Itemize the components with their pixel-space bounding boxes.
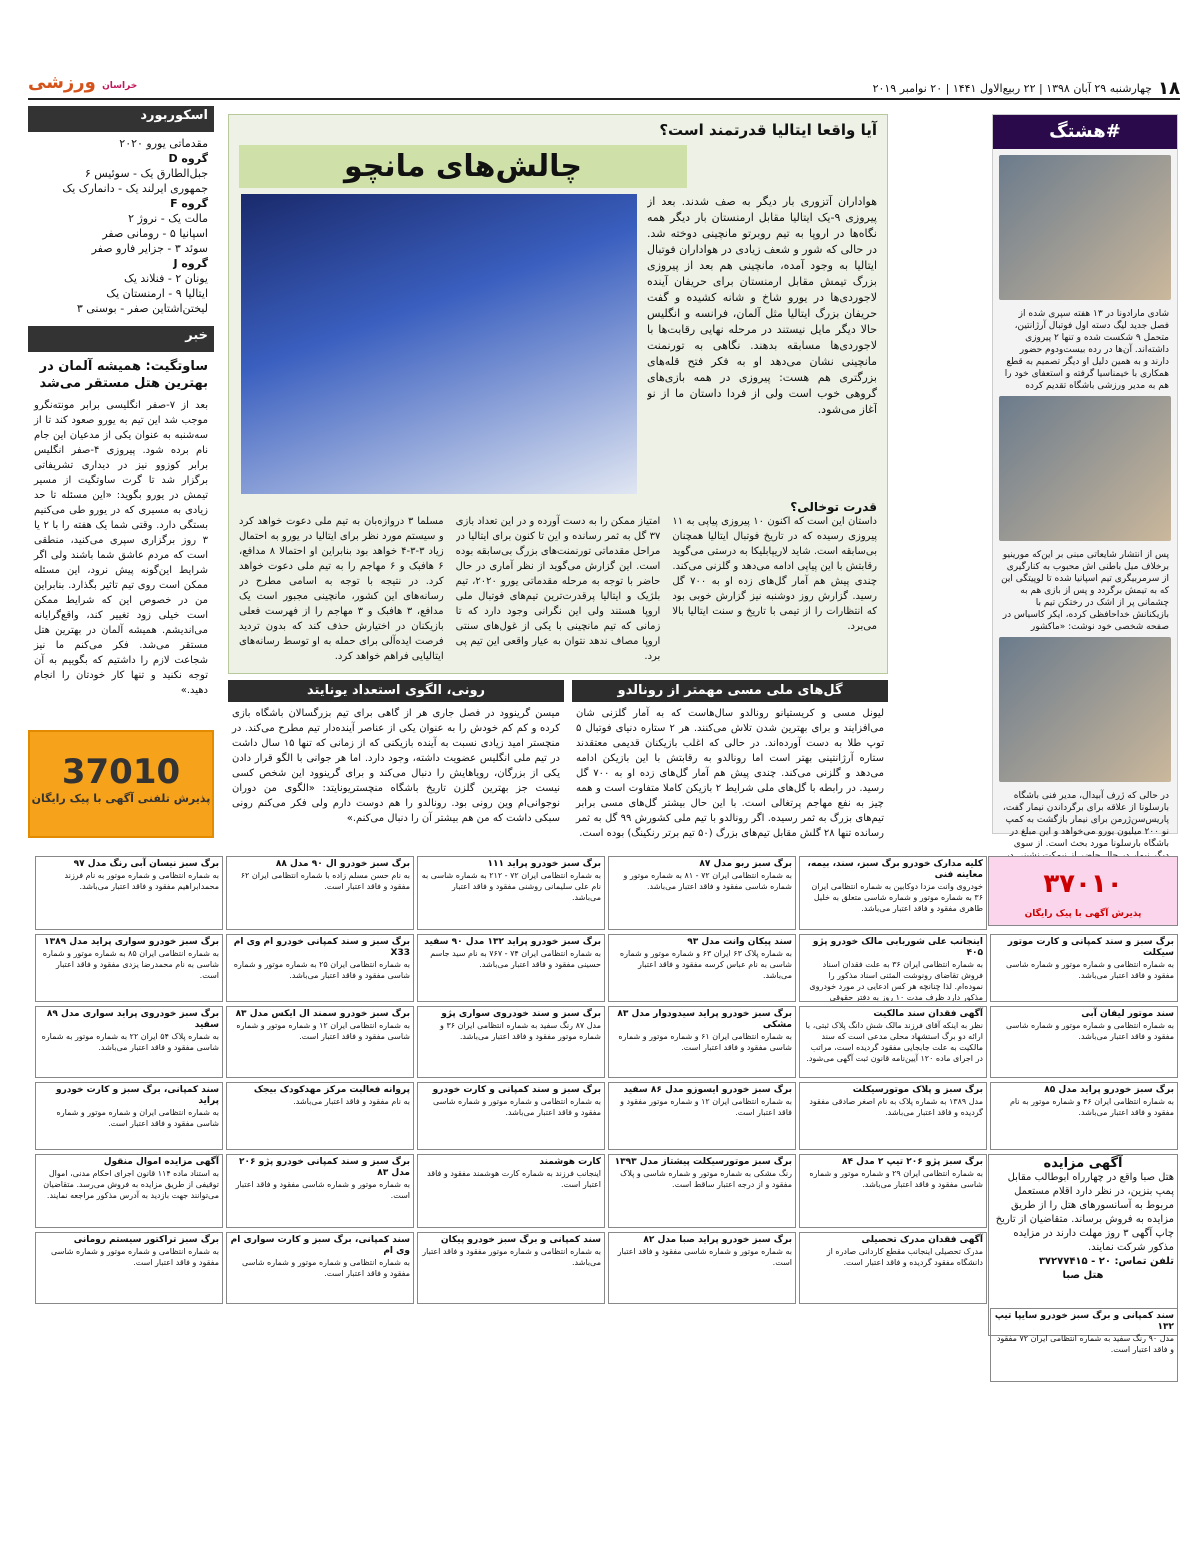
classified-text: به شماره انتظامی و شماره موتور و شماره شاسی مفقود و فاقد اعتبار است. — [50, 1247, 219, 1267]
classified-text: خودروی وانت مزدا دوکابین به شماره انتظامی ایران ۳۶ به شماره موتور و شماره شاسی متعلق به خلیل طاهری مفقود و فاقد اعتبار می‌باشد. — [811, 882, 983, 913]
classified-title: برگ سبز خودرو پراید مدل ۸۵ — [1044, 1085, 1174, 1095]
classified-text: به شماره انتظامی ایران ۷۴ - ۷۶۷ به نام سید جاسم حسینی مفقود و فاقد اعتبار می‌باشد. — [430, 949, 601, 969]
classified-text: به شماره انتظامی ایران ۱۲ و شماره موتور مفقود و فاقد اعتبار است. — [620, 1097, 792, 1117]
hashtag-caption-3: در حالی که ژرف آبیدال، مدیر فنی باشگاه بارسلونا از علاقه برای برگرداندن نیمار گفت، پاریس‌سن‌ژرمن برای نیمار بازگشت به کمپ نو ۲۰۰ میلیون یورو می‌خواهد و این مبلغ در باشگاه بارسلونا مورد بحث است. از سوی — [1002, 791, 1169, 849]
classified-ad — [417, 1154, 605, 1228]
classified-title: برگ سبز پژو ۲۰۶ تیپ ۲ مدل ۸۴ — [842, 1157, 983, 1167]
classified-title: برگ سبز خودروی پراید سواری مدل ۸۹ سفید — [46, 1009, 219, 1030]
promo-caption: پذیرش آگهی با پیک رایگان — [1024, 909, 1142, 919]
classified-ad — [799, 1154, 987, 1228]
page-header — [28, 72, 1180, 100]
classified-text: به شماره انتظامی ایران ۳۶ به علت فقدان اسناد فروش تقاضای رونوشت المثنی اسناد مذکور را نموده‌ام. لذا چنانچه هر کس ادعایی در مورد خودروی مذکور دارد ظرف مدت ۱۰ روز به دفتر حقوقی — [809, 960, 983, 1002]
classified-ad — [417, 934, 605, 1002]
phone-number: 37010 — [61, 752, 181, 792]
classified-title: برگ سبز موتورسیکلت پیشتاز مدل ۱۳۹۳ — [614, 1157, 792, 1167]
classified-ad — [35, 934, 223, 1002]
classified-title: برگ سبز نیسان آبی رنگ مدل ۹۷ — [73, 859, 219, 869]
classified-title: برگ سبز و سند خودروی سواری پژو — [441, 1009, 601, 1019]
classified-text: نظر به اینکه آقای فرزند مالک شش دانگ پلاک ثبتی، با ارائه دو برگ استشهاد محلی مدعی است که سند مالکیت به علت جابجایی مفقود گردیده است، مراتب در اجرای ماده ۱۲۰ آیین‌نامه قانون ثبت آگهی می‌شود. — [805, 1021, 983, 1063]
classified-ad — [35, 1006, 223, 1078]
classified-text: به شماره انتظامی و شماره موتور و شماره شاسی مفقود و فاقد اعتبار می‌باشد. — [1005, 1021, 1174, 1041]
classified-ad — [799, 856, 987, 930]
scoreboard-line: جبل‌الطارق یک - سوئیس ۶ — [84, 167, 208, 180]
scoreboard-line: اسپانیا ۵ - رومانی صفر — [102, 227, 208, 240]
classified-ad — [799, 1006, 987, 1078]
scoreboard-line: یونان ۲ - فنلاند یک — [124, 272, 208, 285]
article-subhead: قدرت توخالی؟ — [790, 500, 877, 514]
classified-ad — [990, 1006, 1178, 1078]
classified-ad — [35, 1232, 223, 1304]
classified-text: مدل ۹۰ رنگ سفید به شماره انتظامی ایران ۷۲ مفقود و فاقد اعتبار است. — [996, 1334, 1174, 1354]
scoreboard-line: مقدماتی یورو ۲۰۲۰ — [119, 137, 208, 150]
classified-ad — [226, 1154, 414, 1228]
promo-number: ۳۷۰۱۰ — [1043, 869, 1123, 899]
classified-title: پروانه فعالیت مرکز مهدکودک بیجک — [253, 1085, 410, 1095]
classified-text: مدل ۸۷ رنگ سفید به شماره انتظامی ایران ۳۶ و شماره موتور مفقود و فاقد اعتبار می‌باشد. — [440, 1021, 601, 1041]
auction-title: آگهی مزایده — [1043, 1156, 1123, 1171]
scoreboard-line: ایتالیا ۹ - ارمنستان یک — [106, 287, 208, 300]
messi-title: گل‌های ملی مسی مهمتر از رونالدو — [572, 680, 888, 702]
classified-title: برگ سبز ربو مدل ۸۷ — [699, 859, 792, 869]
classified-title: برگ سبز تراکتور سیستم رومانی — [73, 1235, 219, 1245]
rooney-article — [228, 680, 564, 850]
classified-ad — [990, 934, 1178, 1002]
classified-title: برگ سبز خودرو سمند ال ایکس مدل ۸۳ — [235, 1009, 410, 1019]
classified-ad — [990, 1308, 1178, 1382]
classified-text: به شماره انتظامی ایران و شماره موتور و شماره شاسی مفقود و فاقد اعتبار است. — [56, 1108, 219, 1128]
classified-ad — [417, 1232, 605, 1304]
article-headline: چالش‌های مانچو — [239, 145, 687, 188]
classified-title: آگهی فقدان مدرک تحصیلی — [861, 1235, 983, 1245]
classified-ad — [608, 934, 796, 1002]
scoreboard-line: جمهوری ایرلند یک - دانمارک یک — [62, 182, 208, 195]
classified-text: به شماره انتظامی و شماره موتور به نام فرزند محمدابراهیم مفقود و فاقد اعتبار می‌باشد. — [64, 871, 219, 891]
classified-title: سند موتور لیفان آبی — [1081, 1009, 1174, 1019]
classified-title: برگ سبز و پلاک موتورسیکلت — [852, 1085, 983, 1095]
classified-ad — [608, 1082, 796, 1150]
mancini-photo — [241, 194, 637, 494]
neymar-photo — [999, 637, 1171, 782]
classified-title: برگ سبز و سند کمپانی و کارت موتور سیکلت — [1007, 937, 1174, 958]
classifieds — [28, 856, 1178, 1538]
classified-ad — [608, 856, 796, 930]
scoreboard-line: مالت یک - نروژ ۲ — [128, 212, 208, 225]
classified-title: اینجانب علی شوربابی مالک خودرو پژو ۴۰۵ — [812, 937, 983, 958]
classified-text: به شماره انتظامی و شماره موتور مفقود و فاقد اعتبار می‌باشد. — [422, 1247, 601, 1267]
hashtag-caption-1: شادی مارادونا در ۱۳ هفته سپری شده از فصل جدید لیگ دسته اول فوتبال آرژانتین، متحمل ۹ شکست شده و تنها ۲ پیروزی داشته‌اند. آن‌ها در رده بیست‌ودوم حضور دارند و به همین دلیل او دیگر تصمیم به قطع همکاری با خیمناسیا گرفته و استعفای خود را هم به مدیر ورزشی باشگاه تقدیم کرده — [1004, 309, 1169, 390]
classified-text: به نام مفقود و فاقد اعتبار می‌باشد. — [293, 1097, 410, 1106]
brand-sub: خراسان — [102, 81, 138, 91]
classified-title: سند کمپانی، برگ سبز و کارت سواری ام وی ام — [230, 1235, 410, 1256]
classified-text: به شماره انتظامی و شماره موتور و شماره شاسی مفقود و فاقد اعتبار می‌باشد. — [432, 1097, 601, 1117]
classified-ad — [35, 1082, 223, 1150]
scoreboard-line: گروه D — [168, 152, 208, 165]
classified-ad — [35, 1154, 223, 1228]
hashtag-caption-2: پس از انتشار شایعاتی مبنی بر این‌که مورینیو برخلاف میل باطنی اش محبوب به کنارگیری از سرمربیگری تیم اسپانیا شده تا لوپیتگی این که به تیمش برگردد و پس از بازی هم به چشمانی پر از اشک در رختکن تیم با بازیکنانش خداحافظی کرده، ایکر کاسیاس در صفحه شخصی خود نوشت: «ماکشور — [1001, 550, 1169, 631]
classified-title: سند پیکان وانت مدل ۹۳ — [687, 937, 792, 947]
classified-title: برگ سبز خودرو سواری پراید مدل ۱۳۸۹ — [44, 937, 219, 947]
classified-text: مدل ۱۳۸۹ به شماره پلاک به نام اصغر صادقی مفقود گردیده و فاقد اعتبار می‌باشد. — [809, 1097, 983, 1117]
rooney-body: میسن گرینوود در فصل جاری هر از گاهی برای تیم بزرگسالان باشگاه بازی کرده و کم کم خودش را به عنوان یکی از عناصر آینده‌دار تیم مطرح می‌کند. در منچستر امید زیادی نسبت به آینده بازیکنی که از زمانی که تنها ۱۵ سال داشت در تیم ملی انگلیس عضویت داشته، وجود دارد. اما هر جوانی با الگو قرار دادن یکی از بزرگان، رویاهایش را دنبال می‌کند و برای گرینوود این شخص کسی نیست جز بهترین گلزن تاریخ باشگاه منچستریونایتد: «الگوی من دوران نوجوانی‌ام وین رونی بود. رونالدو را هم دوست دارم ولی فکر می‌کنم رونی سبکی داشت که من هم بیشتر آن را دنبال می‌کنم.» — [232, 708, 561, 824]
messi-article — [572, 680, 888, 850]
auction-sign: هتل صبا — [1062, 1270, 1104, 1281]
classified-text: اینجانب فرزند به شماره کارت هوشمند مفقود و فاقد اعتبار است. — [427, 1169, 601, 1189]
classified-text: به استناد ماده ۱۱۴ قانون اجرای احکام مدنی، اموال توقیفی از طریق مزایده به فروش می‌رسد. متقاضیان می‌توانند جهت بازدید به آدرس مذکور مراجعه نمایند. — [43, 1169, 219, 1200]
classified-ad — [990, 1082, 1178, 1150]
left-sidebar — [28, 106, 214, 738]
classified-title: برگ سبز خودرو پراید صبا مدل ۸۲ — [643, 1235, 792, 1245]
classified-ad — [226, 1006, 414, 1078]
messi-body: لیونل مسی و کریستیانو رونالدو سال‌هاست که به آمار گلزنی شان می‌افزایند و برای بهترین شدن تلاش می‌کنند. هر ۲ ستاره دنیای فوتبال ۵ توپ طلا به دست آورده‌اند. در حالی که اغلب بازیکنان قدیمی معتقدند ستاره آرژانتینی بهتر است اما رونالدو به رقابتش با این بازیکن ادامه می‌دهد و گلزنی می‌کند. چندی پیش هم آمار گل‌های زده او به ۷۰۰ گل رسید. در رابطه با گل‌های ملی شرایط ۲ بازیکن کاملا متفاوت است و همه چیز به نفع مهاجم پرتغالی است. با این حال بیشتر گل‌های مسی برابر تیم‌های بزرگ به ثمر رسیده. اگر رونالدو با تیم ملی کشورش ۹۹ گل به ثمر رسانده تنها ۲۸ گلش مقابل تیم‌های بزرگ (۵۰ تیم برتر رنکینگ) بوده است. — [576, 708, 885, 839]
classified-text: به شماره انتظامی ایران ۷۲ - ۸۱ به شماره موتور و شماره شاسی مفقود و فاقد اعتبار می‌باشد. — [623, 871, 792, 891]
scoreboard-line: لیختن‌اشتاین صفر - بوسنی ۳ — [76, 302, 208, 315]
article-intro: هواداران آتزوری بار دیگر به صف شدند. بعد از پیروزی ۹-یک ایتالیا مقابل ارمنستان بار دیگر همه نگاه‌ها در اروپا به تیم روبرتو مانچینی دوخته شد. در حالی که شور و شعف زیادی در هواداران فوتبال ایتالیا به وجود آمده، مانچینی هم بعد از پیروزی بزرگ تیمش مقابل ارمنستان برای حریفان آینده لاجوردی‌ها در یورو شاخ و شانه کشیده و گفت حریفان بزرگ ایتالیا مثل آلمان، فرانسه و انگلیس حالا دیگر مایل نیستند در مرحله نهایی رقابت‌ها با لاجوردی‌ها مسابقه بدهند. نگاهی به تورنمنت مانچینی نشان می‌دهد او به فکر فتح قله‌های بزرگتری هم هست: پیروزی در همه بازی‌های گروهی خوب است ولی از فردا داستان ما از نو آغاز می‌شود. — [647, 195, 877, 416]
classified-title: برگ سبز و سند کمپانی خودرو پژو ۲۰۶ مدل ۸۳ — [239, 1157, 410, 1178]
classified-text: به شماره انتظامی و شماره موتور و شماره شاسی مفقود و فاقد اعتبار می‌باشد. — [1005, 960, 1174, 980]
classified-title: برگ سبز خودرو ال ۹۰ مدل ۸۸ — [275, 859, 410, 869]
brand-name: ورزشی — [28, 72, 96, 93]
issue-date: چهارشنبه ۲۹ آبان ۱۳۹۸ | ۲۲ ربیع‌الاول ۱۴۴۱ | ۲۰ نوامبر ۲۰۱۹ — [872, 82, 1152, 95]
classified-title: آگهی مزایده اموال منقول — [103, 1157, 219, 1167]
classified-text: به شماره انتظامی ایران ۲۵ به شماره موتور و شماره شاسی مفقود و فاقد اعتبار می‌باشد. — [233, 960, 410, 980]
classified-title: برگ سبز خودرو پراید سیدودوار مدل ۸۳ مشکی — [617, 1009, 792, 1030]
scoreboard-line: سوئد ۳ - جزایر فارو صفر — [91, 242, 208, 255]
scoreboard-title: اسکوربورد — [28, 106, 214, 132]
classified-ad — [608, 1154, 796, 1228]
classified-ad — [799, 1232, 987, 1304]
classified-text: به شماره انتظامی ایران ۶۱ و شماره موتور و شماره شاسی مفقود و فاقد اعتبار است. — [618, 1032, 792, 1052]
hashtag-column — [992, 114, 1178, 849]
classified-ad — [226, 856, 414, 930]
classified-title: برگ سبز و سند کمپانی خودرو ام وی ام X33 — [233, 937, 410, 958]
article-col-1: داستان این است که اکنون ۱۰ پیروزی پیاپی به ۱۱ پیروزی رسیده که در تاریخ فوتبال ایتالیا همچنان بی‌سابقه است. شاید لاریپابلیکا به درستی می‌گوید رقابتش با این پیاپی ادامه می‌دهد و گلزنی می‌کند. چندی پیش هم آمار گل‌های زده او به ۷۰۰ گل رسید. گزارش روز دوشنبه نیز گزارش خوبی بود که انتظارات را از تیمی با تاریخ و سنت ایتالیا بالا می‌برد. — [672, 516, 877, 632]
news-body: بعد از ۷-صفر انگلیسی برابر مونته‌نگرو موجب شد این تیم به یورو صعود کند تا از سه‌شنبه به عنوان یکی از مدعیان این جام نام برده شود. پیروزی ۴-صفر انگلیس برابر کوزوو نیز در دیداری تشریفاتی برگزار شد تا گرت ساوتگیت از مسیر تیمش در یورو بگوید: «این مسئله تا حد زیادی به مسیری که در یورو طی می‌کنیم بستگی دارد. وقتی شما یک هفته را با ۲ یا ۳ روز برگزاری سپری می‌کنید، منطقی است که مردم عاشق شما باشند ولی اگر شرایط این‌گونه پیش نرود، این مسئله ممکن است روی تیم تاثیر بگذارد. بنابراین من در خصوص این که شرایط ممکن است خیلی زود تغییر کند، واقع‌گرایانه می‌اندیشم. همیشه آلمان در بهترین هتل مستقر می‌شد. فکر می‌کنم ما نیز شجاعت لازم را داشتیم که بگوییم به آن توجه نکنید و تنها کار خودتان را انجام دهید.» — [34, 400, 208, 696]
news-headline: ساوتگیت: همیشه آلمان در بهترین هتل مستقر می‌شد — [39, 359, 208, 391]
article-col-2: امتیاز ممکن را به دست آورده و در این تعداد بازی ۳۷ گل به ثمر رسانده و این تا کنون برای ایتالیا در مراحل مقدماتی تورنمنت‌های بزرگ بی‌سابقه بوده است. این گزارش می‌گوید از نظر آماری در حال حاضر با توجه به مرحله مقدماتی یورو ۲۰۲۰، تیم بلژیک و ایتالیا پرقدرت‌ترین تیم‌های فوتبال ملی اروپا هستند ولی این نگرانی وجود دارد که تا زمانی که تیم مانچینی با یکی از غول‌های سنتی اروپا مصاف ندهد نتوان به عیار واقعی این تیم پی برد. — [455, 516, 661, 662]
classified-text: به شماره پلاک ۶۳ ایران ۶۳ و شماره موتور و شماره شاسی به نام عباس کرسه مفقود و فاقد اعتبار می‌باشد. — [619, 949, 792, 980]
promo-ad — [988, 856, 1178, 926]
classified-text: به شماره انتظامی ایران ۴۶ و شماره موتور به نام مفقود و فاقد اعتبار می‌باشد. — [1009, 1097, 1174, 1117]
classified-title: برگ سبز خودرو ایسوزو مدل ۸۶ سفید — [623, 1085, 792, 1095]
classified-ad — [608, 1232, 796, 1304]
classified-ad — [226, 1232, 414, 1304]
article-col-3: مسلما ۳ دروازه‌بان به تیم ملی دعوت خواهد کرد و سیستم مورد نظر برای ایتالیا در یورو به احتمال زیاد ۳-۳-۴ خواهد بود بنابراین او احتمالا ۸ مدافع، ۶ هافبک و ۶ مهاجم را به تیم ملی دعوت خواهد کرد. در نتیجه با توجه به اسامی مطرح در رسانه‌های این کشور، مانچینی مجبور است یک مدافع، ۳ هافبک و ۳ مهاجم را از فهرست فعلی بازیکنان در اختیارش حذف کند که بدون تردید فرصت ایده‌آلی برای حمله به او توسط رسانه‌های ایتالیایی فراهم خواهد کرد. — [238, 516, 444, 662]
classified-title: سند کمپانی، برگ سبز و کارت خودرو پراید — [55, 1085, 219, 1106]
classified-text: به شماره انتظامی ایران ۱۲ و شماره موتور و شماره شاسی مفقود و فاقد اعتبار است. — [236, 1021, 410, 1041]
classified-text: به نام حسن مسلم زاده با شماره انتظامی ایران ۶۲ مفقود و فاقد اعتبار است. — [240, 871, 410, 891]
classified-text: به شماره موتور و شماره شاسی مفقود و فاقد اعتبار است. — [235, 1180, 410, 1200]
classified-text: مدرک تحصیلی اینجانب مقطع کاردانی صادره از دانشگاه مفقود گردیده و فاقد اعتبار است. — [826, 1247, 983, 1267]
classified-text: به شماره پلاک ۵۴ ایران ۲۲ به شماره موتور به شماره شاسی مفقود و فاقد اعتبار می‌باشد. — [41, 1032, 219, 1052]
classified-ad — [226, 1082, 414, 1150]
classified-ad — [226, 934, 414, 1002]
classified-title: برگ سبز خودرو پراید ۱۱۱ — [487, 859, 601, 869]
classified-text: رنگ مشکی به شماره موتور و شماره شاسی و پلاک مفقود و از درجه اعتبار ساقط است. — [620, 1169, 792, 1189]
classified-title: سند کمپانی و برگ سبز خودرو سایپا تیپ ۱۳۲ — [994, 1311, 1174, 1332]
scoreboard-list — [28, 132, 214, 320]
classified-title: کارت هوشمند — [539, 1157, 601, 1167]
main-article — [228, 114, 888, 674]
news-title: خبر — [28, 326, 214, 352]
casillas-photo — [999, 396, 1171, 541]
scoreboard-line: گروه F — [170, 197, 208, 210]
maradona-photo — [999, 155, 1171, 300]
rooney-title: رونی، الگوی استعداد یونایتد — [228, 680, 564, 702]
classified-ad — [417, 1082, 605, 1150]
classified-ad — [799, 934, 987, 1002]
classified-title: آگهی فقدان سند مالکیت — [873, 1009, 983, 1019]
classified-ad — [35, 856, 223, 930]
article-kicker: آیا واقعا ایتالیا قدرتمند است؟ — [659, 121, 877, 139]
classified-text: به شماره انتظامی ایران ۸۵ به شماره موتور و شماره شاسی به نام محمدرضا یزدی مفقود و فاقد اعتبار است. — [42, 949, 219, 980]
scoreboard-line: گروه J — [173, 257, 208, 270]
classified-title: برگ سبز خودرو پراید ۱۳۲ مدل ۹۰ سفید — [424, 937, 601, 947]
classified-title: سند کمپانی و برگ سبز خودرو پیکان — [440, 1235, 601, 1245]
classified-text: به شماره موتور و شماره شاسی مفقود و فاقد اعتبار است. — [617, 1247, 792, 1267]
classified-ad — [417, 856, 605, 930]
classified-title: کلیه مدارک خودرو برگ سبز، سند، بیمه، معاینه فنی — [807, 859, 983, 880]
phone-caption: پذیرش تلفنی آگهی با پیک رایگان — [31, 792, 211, 805]
classified-text: به شماره انتظامی ایران ۷۲ - ۲۱۲ به شماره شاسی به نام علی سلیمانی روشنی مفقود و فاقد اعتبار می‌باشد. — [421, 871, 601, 902]
classified-ad — [799, 1082, 987, 1150]
classified-ad — [608, 1006, 796, 1078]
classified-text: به شماره انتظامی و شماره موتور و شماره شاسی مفقود و فاقد اعتبار است. — [241, 1258, 410, 1278]
hashtag-title: #هشتگ — [993, 115, 1177, 149]
section-brand — [28, 72, 137, 93]
phone-ad — [28, 730, 214, 838]
auction-phone: تلفن تماس: ۲۰ - ۳۷۲۷۷۴۱۵ — [1038, 1256, 1174, 1267]
classified-ad — [417, 1006, 605, 1078]
auction-body: هتل صبا واقع در چهارراه ابوطالب مقابل پمپ بنزین، در نظر دارد اقلام مستعمل مربوط به آسانسورهای هتل را از طریق مزایده به فروش برساند. متقاضیان از تاریخ چاپ آگهی ۳ روز مهلت دارند در مزایده مذکور شرکت نمایند. — [995, 1172, 1174, 1253]
classified-text: به شماره انتظامی ایران ۲۹ و شماره موتور و شماره شاسی مفقود و فاقد اعتبار می‌باشد. — [809, 1169, 983, 1189]
page-number: ۱۸ — [1158, 78, 1180, 99]
classified-title: برگ سبز و سند کمپانی و کارت خودرو — [432, 1085, 601, 1095]
